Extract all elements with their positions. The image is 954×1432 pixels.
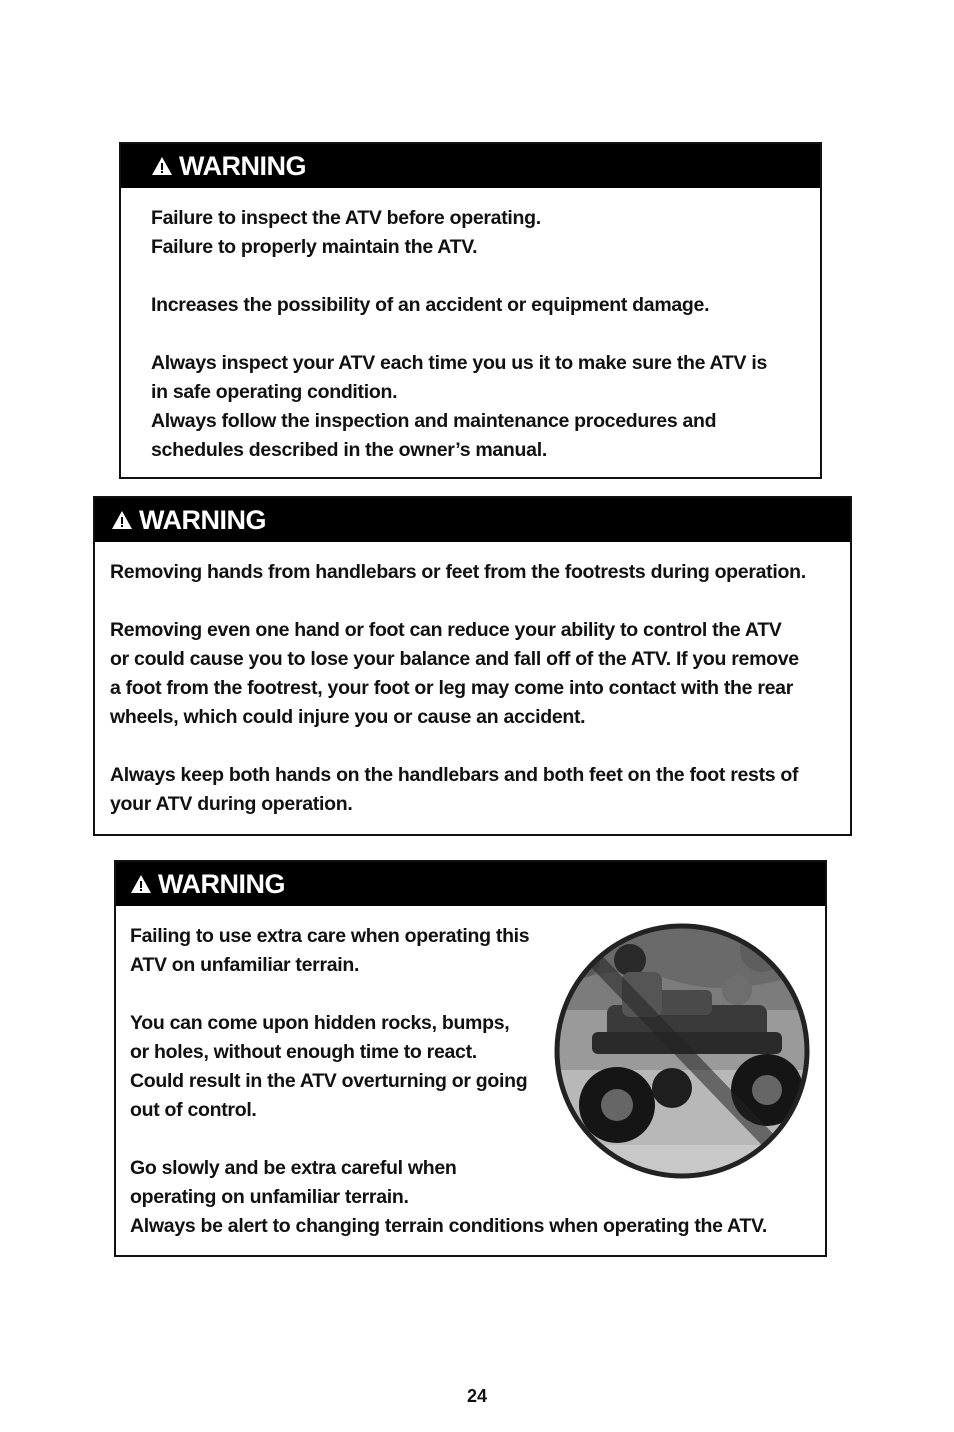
warning-header xyxy=(116,862,825,906)
page-number: 24 xyxy=(466,1386,488,1406)
text-line: Always follow the inspection and maintenance procedures and xyxy=(151,410,717,432)
text-line: wheels, which could injure you or cause an accident. xyxy=(110,706,586,728)
text-line: Could result in the ATV overturning or going xyxy=(130,1070,528,1092)
warning-title: WARNING xyxy=(158,868,285,899)
text-line: or could cause you to lose your balance and fall off of the ATV. If you remove xyxy=(110,648,799,670)
text-line: You can come upon hidden rocks, bumps, xyxy=(130,1012,510,1034)
text-line: Increases the possibility of an accident or equipment damage. xyxy=(151,294,710,316)
text-line: a foot from the footrest, your foot or leg may come into contact with the rear xyxy=(110,677,793,699)
text-line: Always be alert to changing terrain conditions when operating the ATV. xyxy=(130,1215,768,1237)
warning-header xyxy=(95,498,850,542)
text-line: or holes, without enough time to react. xyxy=(130,1041,477,1063)
warning-body xyxy=(121,188,820,465)
warning-box-inspection xyxy=(119,142,822,479)
warning-title: WARNING xyxy=(179,150,306,181)
text-line: Failure to properly maintain the ATV. xyxy=(151,236,478,258)
text-line: Go slowly and be extra careful when xyxy=(130,1157,457,1179)
atv-prohibition-image xyxy=(552,920,812,1182)
text-line: your ATV during operation. xyxy=(110,793,353,815)
text-line: in safe operating condition. xyxy=(151,381,398,403)
warning-header xyxy=(121,144,820,188)
warning-triangle-icon xyxy=(111,510,133,530)
text-line: Failure to inspect the ATV before operating. xyxy=(151,207,541,229)
text-line: ATV on unfamiliar terrain. xyxy=(130,954,360,976)
text-line: Failing to use extra care when operating this xyxy=(130,925,530,947)
warning-triangle-icon xyxy=(130,874,152,894)
warning-box-hands-feet xyxy=(93,496,852,836)
text-line: Removing even one hand or foot can reduce your ability to control the ATV xyxy=(110,619,782,641)
text-line: operating on unfamiliar terrain. xyxy=(130,1186,409,1208)
text-line: out of control. xyxy=(130,1099,257,1121)
warning-triangle-icon xyxy=(151,156,173,176)
text-line: Always inspect your ATV each time you us it to make sure the ATV is xyxy=(151,352,767,374)
warning-body xyxy=(95,542,850,819)
text-line: Removing hands from handlebars or feet from the footrests during operation. xyxy=(110,561,806,583)
warning-title: WARNING xyxy=(139,504,266,535)
text-line: schedules described in the owner’s manual. xyxy=(151,439,547,461)
text-line: Always keep both hands on the handlebars and both feet on the foot rests of xyxy=(110,764,799,786)
